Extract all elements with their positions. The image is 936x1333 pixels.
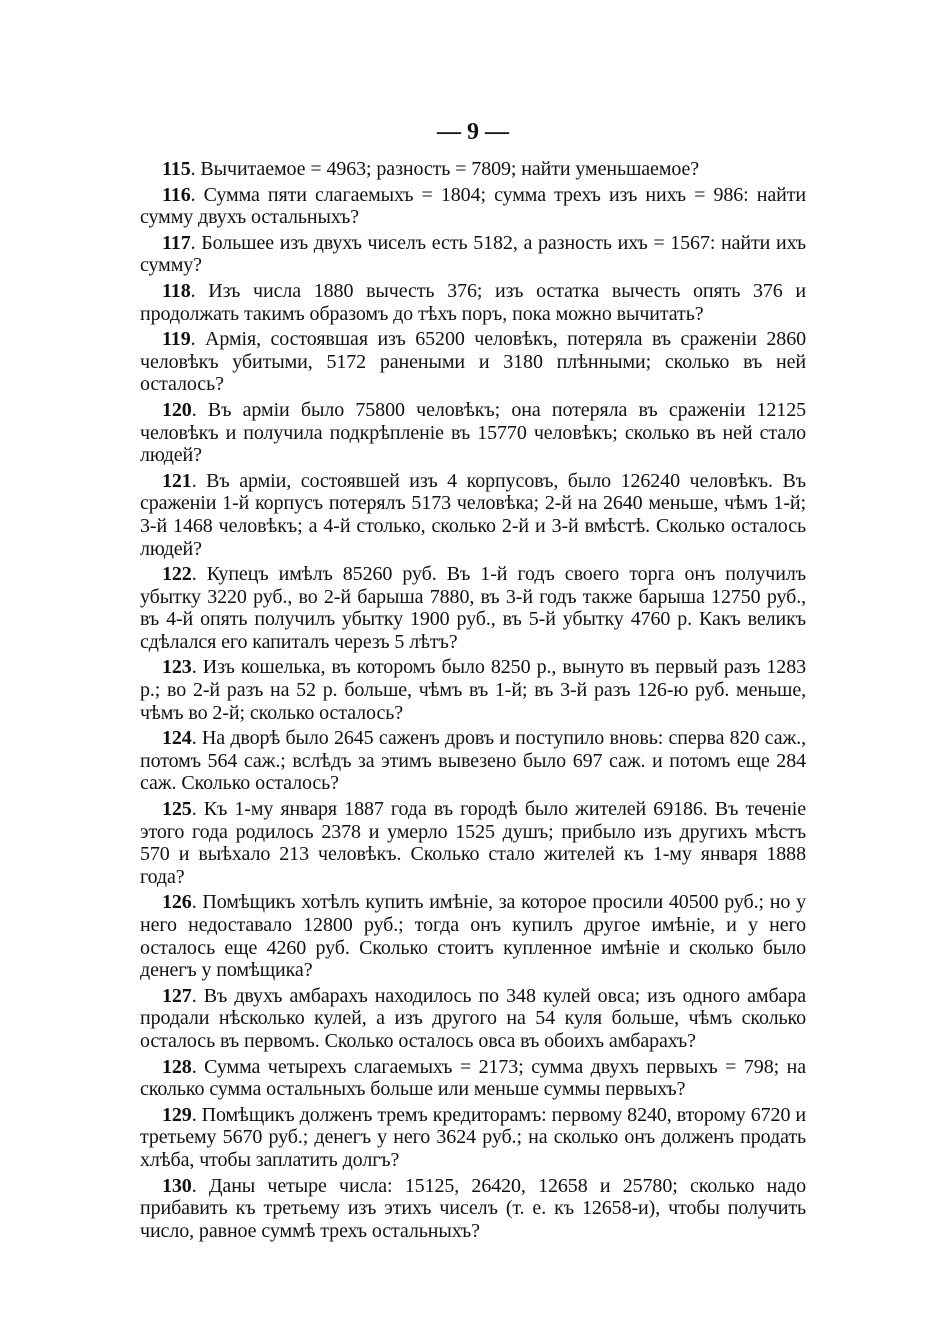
problem-118 (140, 280, 806, 325)
problem-115 (140, 158, 806, 181)
problem-126 (140, 891, 806, 981)
problem-text: . Сумма пяти слагаемыхъ = 1804; сумма трехъ изъ нихъ = 986: найти сумму двухъ остальныхъ? (140, 183, 806, 229)
problem-number: 125 (162, 798, 192, 821)
problem-text: . Въ арміи было 75800 человѣкъ; она потеряла въ сраженіи 12125 человѣкъ и получила подкрѣпленіе въ 15770 человѣкъ; сколько въ ней стало людей? (140, 398, 806, 467)
problem-119 (140, 328, 806, 396)
problem-120 (140, 399, 806, 467)
problem-116 (140, 184, 806, 229)
problem-number: 130 (162, 1174, 192, 1197)
problem-129 (140, 1104, 806, 1172)
problem-number: 128 (162, 1055, 192, 1078)
problem-text: . Помѣщикъ хотѣлъ купить имѣніе, за которое просили 40500 руб.; но у него недоставало 12800 руб.; тогда онъ купилъ другое имѣніе, и у него осталось еще 4260 руб. Сколько стоитъ купленное имѣніе и сколько было денегъ у помѣщика? (140, 891, 806, 982)
problem-number: 116 (162, 183, 191, 206)
problem-number: 126 (162, 891, 192, 914)
problem-124 (140, 727, 806, 795)
problem-121 (140, 470, 806, 560)
problem-text: . Большее изъ двухъ чиселъ есть 5182, а разность ихъ = 1567: найти ихъ сумму? (140, 231, 806, 277)
problem-text: . Въ арміи, состоявшей изъ 4 корпусовъ, было 126240 человѣкъ. Въ сраженіи 1-й корпусъ потерялъ 5173 человѣка; 2-й на 2640 меньше, чѣмъ 1-й; 3-й 1468 человѣкъ; а 4-й столько, сколько 2-й и 3-й вмѣстѣ. Сколько осталось людей? (140, 469, 806, 560)
problem-125 (140, 798, 806, 888)
problem-number: 120 (162, 398, 192, 421)
problem-text: . Къ 1-му января 1887 года въ городѣ было жителей 69186. Въ теченіе этого года родилось 2378 и умерло 1525 душъ; прибыло изъ другихъ мѣстъ 570 и выѣхало 213 человѣкъ. Сколько стало жителей къ 1-му января 1888 года? (140, 798, 806, 888)
problem-number: 121 (162, 469, 192, 492)
problem-number: 118 (162, 279, 191, 302)
problem-text: . Вычитаемое = 4963; разность = 7809; найти уменьшаемое? (190, 158, 700, 180)
problem-number: 115 (162, 158, 191, 180)
problem-text: . Изъ числа 1880 вычесть 376; изъ остатка вычесть опять 376 и продолжать такимъ образомъ до тѣхъ поръ, пока можно вычитать? (140, 279, 806, 325)
problem-text: . Помѣщикъ долженъ тремъ кредиторамъ: первому 8240, второму 6720 и третьему 5670 руб.; денегъ у него 3624 руб.; на сколько онъ долженъ продать хлѣба, чтобы заплатить долгъ? (140, 1103, 806, 1171)
problem-text: . Армія, состоявшая изъ 65200 человѣкъ, потеряла въ сраженіи 2860 человѣкъ убитыми, 5172 ранеными и 3180 плѣнными; сколько въ ней осталось? (140, 328, 806, 396)
problem-number: 117 (162, 231, 191, 254)
problem-list (140, 158, 806, 1242)
problem-130 (140, 1175, 806, 1243)
page-number: — 9 — (437, 119, 509, 145)
problem-123 (140, 656, 806, 724)
problem-number: 119 (162, 328, 191, 351)
problem-text: . Купецъ имѣлъ 85260 руб. Въ 1-й годъ своего торга онъ получилъ убытку 3220 руб., во 2-й барыша 7880, въ 3-й годъ также барыша 12750 руб., въ 4-й опять получилъ убытку 1900 руб., въ 5-й убытку 4760 р. Какъ великъ сдѣлался его капиталъ черезъ 5 лѣтъ? (140, 563, 806, 653)
problem-number: 127 (162, 984, 192, 1007)
problem-text: . На дворѣ было 2645 саженъ дровъ и поступило вновь: сперва 820 саж., потомъ 564 саж.; вслѣдъ за этимъ вывезено было 697 саж. и потомъ еще 284 саж. Сколько осталось? (140, 727, 806, 795)
problem-127 (140, 985, 806, 1053)
problem-text: . Въ двухъ амбарахъ находилось по 348 кулей овса; изъ одного амбара продали нѣсколько кулей, а изъ другого на 54 куля больше, чѣмъ сколько осталось въ первомъ. Сколько осталось овса въ обоихъ амбарахъ? (140, 984, 806, 1052)
problem-number: 129 (162, 1103, 192, 1126)
problem-number: 123 (162, 656, 192, 679)
problem-122 (140, 563, 806, 653)
problem-text: . Изъ кошелька, въ которомъ было 8250 р., вынуто въ первый разъ 1283 р.; во 2-й разъ на 52 р. больше, чѣмъ въ 1-й; въ 3-й разъ 126-ю руб. меньше, чѣмъ во 2-й; сколько осталось? (140, 656, 806, 724)
problem-number: 124 (162, 727, 192, 750)
problem-128 (140, 1056, 806, 1101)
problem-text: . Сумма четырехъ слагаемыхъ = 2173; сумма двухъ первыхъ = 798; на сколько сумма остальныхъ больше или меньше суммы первыхъ? (140, 1055, 806, 1101)
problem-number: 122 (162, 563, 192, 586)
problem-text: . Даны четыре числа: 15125, 26420, 12658 и 25780; сколько надо прибавить къ третьему изъ этихъ чиселъ (т. е. къ 12658-и), чтобы получить число, равное суммѣ трехъ остальныхъ? (140, 1174, 806, 1242)
problem-117 (140, 232, 806, 277)
